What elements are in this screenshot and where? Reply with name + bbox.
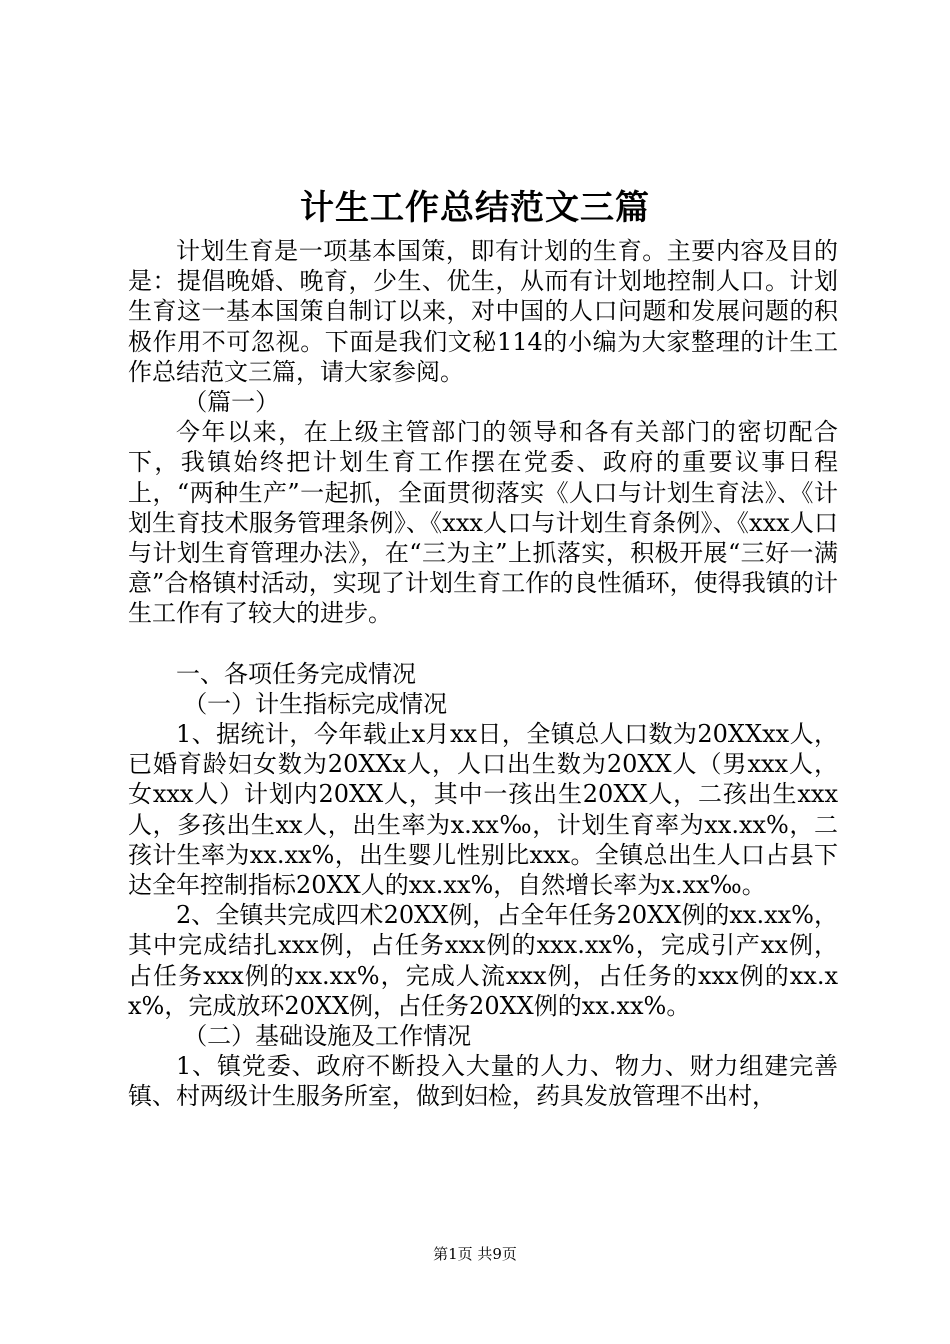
body-paragraph: 今年以来，在上级主管部门的领导和各有关部门的密切配合下，我镇始终把计划生育工作摆在党委、政府的重要议事日程上，“两种生产”一起抓，全面贯彻落实《人口与计划生育法》、《计划生育技术服务管理条例》、《xxx人口与计划生育条例》、《xxx人口与计划生育管理办法》，在“三为主”上抓落实，积极开展“三好一满意”合格镇村活动，实现了计划生育工作的良性循环，使得我镇的计生工作有了较大的进步。 — [128, 418, 838, 628]
body-paragraph: 2、全镇共完成四术20XX例，占全年任务20XX例的xx.xx%，其中完成结扎xxx例，占任务xxx例的xxx.xx%，完成引产xx例，占任务xxx例的xx.xx%，完成人流xxx例，占任务的xxx例的xx.xx%，完成放环20XX例，占任务20XX例的xx.xx%。 — [128, 901, 838, 1020]
intro-paragraph: 计划生育是一项基本国策，即有计划的生育。主要内容及目的是：提倡晚婚、晚育，少生、优生，从而有计划地控制人口。计划生育这一基本国策自制订以来，对中国的人口问题和发展问题的积极作用不可忽视。下面是我们文秘114的小编为大家整理的计生工作总结范文三篇，请大家参阅。 — [128, 237, 838, 386]
section-heading: 一、各项任务完成情况 — [176, 659, 416, 688]
document-title: 计生工作总结范文三篇 — [300, 188, 650, 228]
page-number-footer: 第1页 共9页 — [433, 1245, 517, 1263]
document-body — [128, 236, 838, 1112]
section-label-part-one: （篇一） — [183, 388, 280, 417]
paragraph-gap — [128, 629, 838, 659]
body-paragraph: 1、镇党委、政府不断投入大量的人力、物力、财力组建完善镇、村两级计生服务所室，做到妇检，药具发放管理不出村， — [128, 1052, 838, 1111]
subsection-heading: （一）计生指标完成情况 — [183, 689, 448, 718]
body-paragraph: 1、据统计，今年载止x月xx日，全镇总人口数为20XXxx人，已婚育龄妇女数为20XXx人，人口出生数为20XX人（男xxx人，女xxx人）计划内20XX人，其中一孩出生20XX人，二孩出生xxx人，多孩出生xx人，出生率为x.xx‰，计划生育率为xx.xx%，二孩计生率为xx.xx%，出生婴儿性别比xxx。全镇总出生人口占县下达全年控制指标20XX人的xx.xx%，自然增长率为x.xx‰。 — [128, 720, 838, 900]
subsection-heading: （二）基础设施及工作情况 — [183, 1022, 472, 1051]
